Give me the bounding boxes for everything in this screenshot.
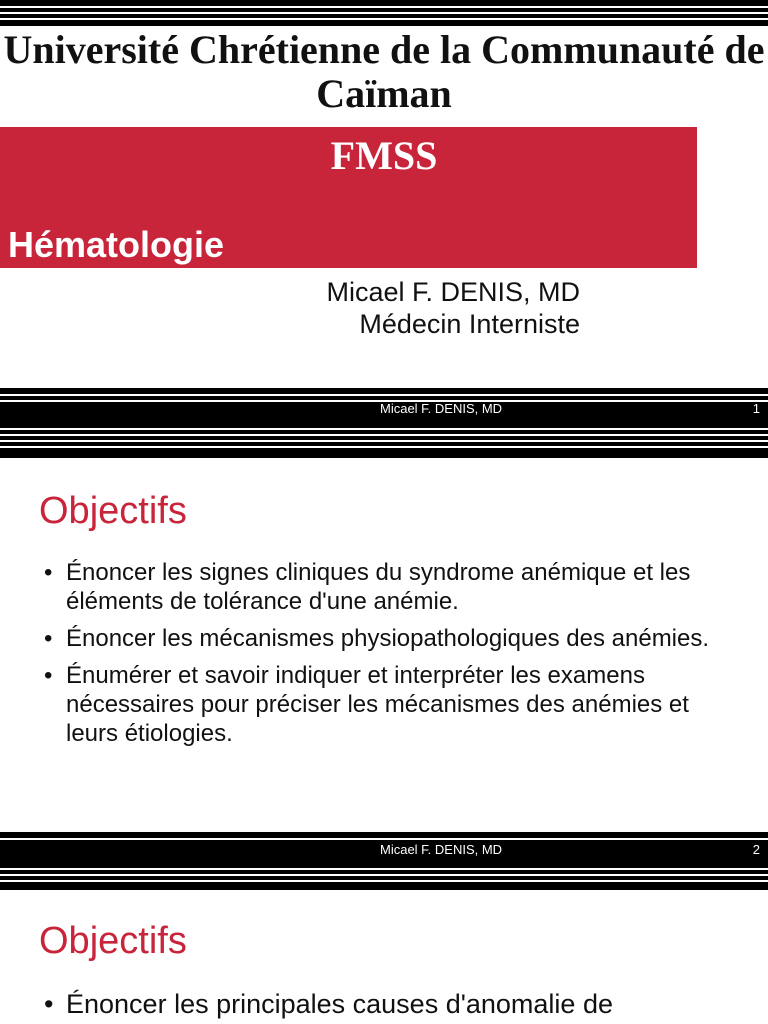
- footer-author: Micael F. DENIS, MD: [380, 842, 503, 857]
- university-title: Université Chrétienne de la Communauté de Caïman: [3, 27, 765, 116]
- slide-3: [0, 890, 768, 1024]
- slide-2: [0, 458, 768, 890]
- list-item: • Énoncer les mécanismes physiopathologiques des anémies.: [44, 625, 710, 652]
- list-item: • Énumérer et savoir indiquer et interpréter les examens nécessaires pour préciser les mécanismes des anémies et leurs étiologies.: [44, 662, 689, 747]
- top-stripes: [0, 0, 768, 26]
- page-number: 1: [752, 401, 760, 416]
- author-block: [326, 276, 580, 340]
- footer-author: Micael F. DENIS, MD: [380, 401, 503, 416]
- page-number: 2: [752, 842, 760, 857]
- slide-heading: Objectifs: [39, 920, 187, 962]
- faculty-label: FMSS: [330, 133, 438, 178]
- list-item: • Énoncer les signes cliniques du syndrome anémique et les éléments de tolérance d'une anémie.: [44, 559, 691, 615]
- bullet-list: [44, 558, 724, 756]
- slide-1: [0, 0, 768, 458]
- author-name: Micael F. DENIS, MD: [326, 277, 580, 307]
- slide-heading: Objectifs: [39, 490, 187, 532]
- author-role: Médecin Interniste: [359, 309, 580, 339]
- footer-stripes: [0, 832, 768, 890]
- footer-stripes: [0, 388, 768, 458]
- list-item: • Énoncer les principales causes d'anomalie de: [44, 989, 613, 1019]
- bullet-list: [44, 988, 724, 1024]
- subject-title: Hématologie: [8, 224, 225, 265]
